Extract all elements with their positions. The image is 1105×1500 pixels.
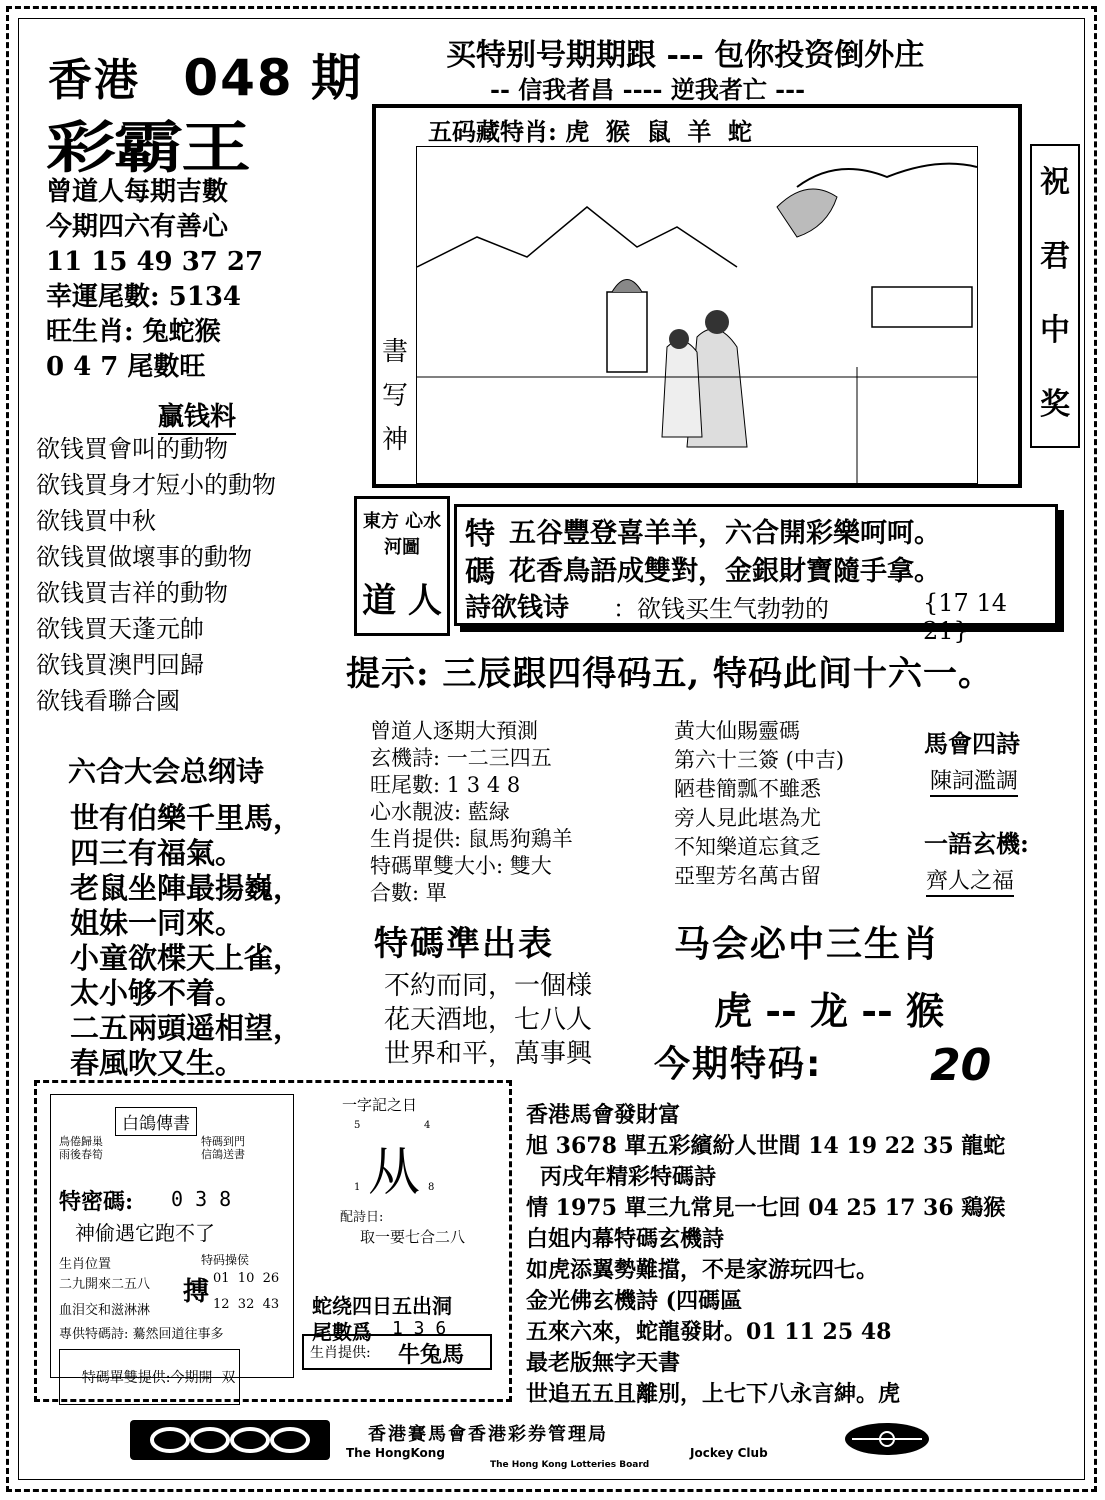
side-right-char: 祝 (1040, 165, 1070, 200)
side-left-char: 書 (381, 337, 408, 367)
right-line: 旭 3678 單五彩繽紛人世間 14 19 22 35 龍蛇 (526, 1133, 1006, 1159)
left-info-line: 今期四六有善心 (46, 212, 229, 242)
left-info-line: 0 4 7 尾數旺 (46, 352, 206, 382)
footer-cn: 香港賽馬會香港彩券管理局 (368, 1424, 608, 1445)
grand-poem-line: 姐妹一同來。 (70, 906, 245, 940)
today-number: 20 (930, 1040, 992, 1091)
wong-line: 不知樂道忘貧乏 (674, 835, 821, 859)
earn-item: 欲钱買天蓬元帥 (36, 615, 204, 643)
right-line: 香港馬會發財富 (526, 1102, 681, 1128)
horse-sub-2: 齊人之福 (926, 864, 1014, 897)
predict-line: 合數: 單 (370, 881, 447, 905)
special-poem-box (454, 504, 1058, 645)
predict-line: 心水靚波: 藍緑 (370, 800, 510, 824)
pigeon-small-right: 特碼到門 信鴿送書 (201, 1135, 245, 1161)
illustration (416, 146, 978, 484)
scene-illustration-icon (417, 147, 977, 483)
earn-item: 欲钱買做壞事的動物 (36, 543, 252, 571)
today-label: 今期特码: (654, 1044, 823, 1085)
side-left-char: 神 (381, 425, 408, 455)
hint-line: 提示: 三辰跟四得码五, 特码此间十六一。 (346, 654, 994, 694)
wong-line: 旁人見此堪為尤 (674, 806, 821, 830)
footer-en-right: Jockey Club (690, 1446, 768, 1460)
te-label: 特密碼: (59, 1189, 134, 1215)
earn-title: 贏钱料 (158, 396, 236, 435)
poem-label: 配詩日: (340, 1210, 384, 1225)
special-line-1: 五谷豐登喜羊羊，六合開彩樂呵呵。 (509, 518, 941, 549)
seal-text: 東方 心水 河圖 (362, 511, 442, 558)
right-line: 最老版無字天書 (526, 1350, 681, 1376)
accurate-line: 花天酒地，七八人 (384, 1005, 593, 1035)
te-poem: 神偷遇它跑不了 (75, 1221, 215, 1245)
picture-box (372, 104, 1022, 488)
seal-text-2: 道 人 (362, 581, 442, 621)
horse-title-2: 一語玄機: (924, 829, 1029, 858)
issue-suffix: 期 (311, 49, 364, 107)
right-text (526, 1102, 1005, 1412)
grand-poem-line: 太小够不着。 (70, 976, 245, 1010)
left-info-line: 11 15 49 37 27 (46, 247, 264, 277)
ribbon-logo-icon (130, 1420, 330, 1460)
corner-bl: 1 (354, 1182, 361, 1193)
lotteries-emblem-icon (842, 1420, 932, 1458)
accurate-block (384, 970, 592, 1072)
horse-sub: 陳詞濫調 (930, 764, 1018, 797)
lotteries-logo (842, 1420, 932, 1458)
issue-number: 048 (183, 49, 294, 107)
wong-line: 黄大仙賜靈碼 (674, 719, 800, 743)
horse-title: 馬會四詩 (924, 729, 1020, 758)
special-label-2: 碼 (465, 555, 495, 590)
pigeon-box (50, 1094, 294, 1386)
slogan-2: -- 信我者昌 ---- 逆我者亡 --- (490, 75, 806, 104)
te-number: 0 3 8 (171, 1187, 232, 1211)
word-day-title: 一字記之日 (342, 1096, 418, 1114)
accurate-title: 特碼準出表 (374, 924, 554, 964)
earn-item: 欲钱買身才短小的動物 (36, 471, 276, 499)
right-line: 白姐内幕特碼玄機詩 (526, 1226, 725, 1252)
snake-line: 蛇绕四日五出洞 (312, 1294, 452, 1318)
grand-poem-title: 六合大会总纲诗 (68, 755, 265, 788)
accurate-line: 不約而同，一個様 (384, 971, 593, 1001)
side-left-banner (378, 330, 412, 462)
earn-item: 欲钱買中秋 (36, 507, 156, 535)
ds-box: 特碼單雙提供:今期開 双 (59, 1349, 240, 1405)
side-right-char: 君 (1040, 239, 1070, 274)
brand-label: 香港 (48, 55, 140, 106)
earn-item: 欲钱買吉祥的動物 (36, 579, 228, 607)
tail-label: 尾數爲 (312, 1320, 372, 1344)
corner-br: 8 (428, 1182, 435, 1193)
special-label-1: 特 (465, 517, 495, 552)
special-line-3: ：欲钱买生气勃勃的 (613, 595, 829, 623)
right-line: 如虎添翼勢難擋，不是家游玩四七。 (526, 1257, 879, 1283)
sx-label: 生肖位置 (59, 1257, 112, 1272)
right-line: 金光佛玄機詩 (四碼區 (526, 1288, 743, 1314)
sx-box: 生肖提供: 牛兔馬 (302, 1334, 492, 1370)
earn-item: 欲钱買會叫的動物 (36, 435, 228, 463)
special-line-3-nums: {17 14 21} (923, 589, 1007, 645)
pick-char: 搏 (183, 1277, 210, 1307)
picture-caption: 五码藏特肖: 虎 猴 鼠 羊 蛇 (428, 117, 753, 146)
pick-nums-1: 01 10 26 (213, 1271, 280, 1286)
sx-line-2: 血泪交和滋淋淋 (59, 1303, 151, 1318)
right-line: 世追五五且離別，上七下八永言紳。虎 (526, 1381, 901, 1407)
footer-en-sub: The Hong Kong Lotteries Board (490, 1460, 650, 1470)
word-day-char: 从 (368, 1143, 421, 1203)
slogan-1: 买特别号期期跟 --- 包你投资倒外庄 (446, 38, 925, 73)
wong-line: 第六十三簽 (中吉) (674, 748, 845, 772)
logo-text: 彩霸王 (46, 115, 249, 181)
special-label-3: 詩欲钱诗 (465, 593, 570, 623)
wong-line: 陋巷簡瓢不雖悉 (674, 777, 821, 801)
pick-nums-2: 12 32 43 (213, 1297, 280, 1312)
grand-poem (70, 800, 302, 1080)
pigeon-small-left: 鳥倦歸巢 雨後春筍 (59, 1135, 103, 1161)
predict-line: 玄機詩: 一二三四五 (370, 746, 552, 770)
left-info (46, 176, 263, 386)
predict-block (370, 718, 573, 907)
seal-box (354, 496, 450, 636)
grand-poem-line: 四三有福氣。 (70, 836, 245, 870)
earn-item: 欲钱看聯合國 (36, 687, 180, 715)
grand-poem-line: 老鼠坐陣最揚巍， (70, 871, 303, 905)
predict-line: 曾道人逐期大預測 (370, 719, 538, 743)
grand-poem-line: 春風吹又生。 (70, 1046, 245, 1080)
left-info-line: 幸運尾數: 5134 (46, 282, 242, 312)
predict-line: 特碼單雙大小: 雙大 (370, 854, 552, 878)
side-right-banner (1030, 144, 1080, 448)
corner-tl: 5 (354, 1120, 361, 1131)
side-left-char: 写 (381, 381, 408, 411)
brand-title (48, 38, 363, 110)
pigeon-title: 白鴿傳書 (115, 1107, 197, 1136)
earn-item: 欲钱買澳門回歸 (36, 651, 204, 679)
left-info-line: 曾道人每期吉數 (46, 177, 229, 207)
earn-list (36, 434, 276, 722)
footer-en-left: The HongKong (346, 1446, 445, 1460)
pick-label: 特码操侯 (201, 1253, 250, 1267)
predict-line: 生肖提供: 鼠馬狗鶏羊 (370, 827, 573, 851)
word-day-poem: 取一要七合二八 (360, 1228, 466, 1246)
wong-line: 亞聖芳名萬古留 (674, 864, 821, 888)
tail-value: 1 3 6 (392, 1318, 447, 1339)
right-line: 丙戌年精彩特碼詩 (540, 1164, 717, 1190)
special-line-2: 花香鳥語成雙對，金銀財寶隨手拿。 (509, 556, 941, 587)
grand-poem-line: 二五兩頭遥相望， (70, 1011, 303, 1045)
right-line: 情 1975 單三九常見一七回 04 25 17 36 鶏猴 (526, 1195, 1006, 1221)
right-line: 五來六來，蛇龍發財。01 11 25 48 (526, 1319, 892, 1345)
predict-line: 旺尾數: 1 3 4 8 (370, 773, 521, 797)
wong-block (674, 718, 844, 892)
corner-tr: 4 (424, 1120, 431, 1131)
jockey-logo-left (130, 1420, 330, 1460)
grand-poem-line: 世有伯樂千里馬， (70, 801, 303, 835)
must-zodiac: 虎 -- 龙 -- 猴 (714, 988, 945, 1033)
sx-line-1: 二九開來二五八 (59, 1277, 151, 1292)
pigeon-special-poem: 專供特碼詩: 驀然回道往事多 (59, 1327, 224, 1342)
accurate-line: 世界和平，萬事興 (384, 1039, 593, 1069)
left-info-line: 旺生肖: 兔蛇猴 (46, 317, 221, 347)
grand-poem-line: 小童欲楪天上雀， (70, 941, 303, 975)
must-title: 马会必中三生肖 (674, 924, 941, 965)
side-right-char: 中 (1040, 313, 1070, 348)
side-right-char: 奖 (1040, 387, 1070, 422)
